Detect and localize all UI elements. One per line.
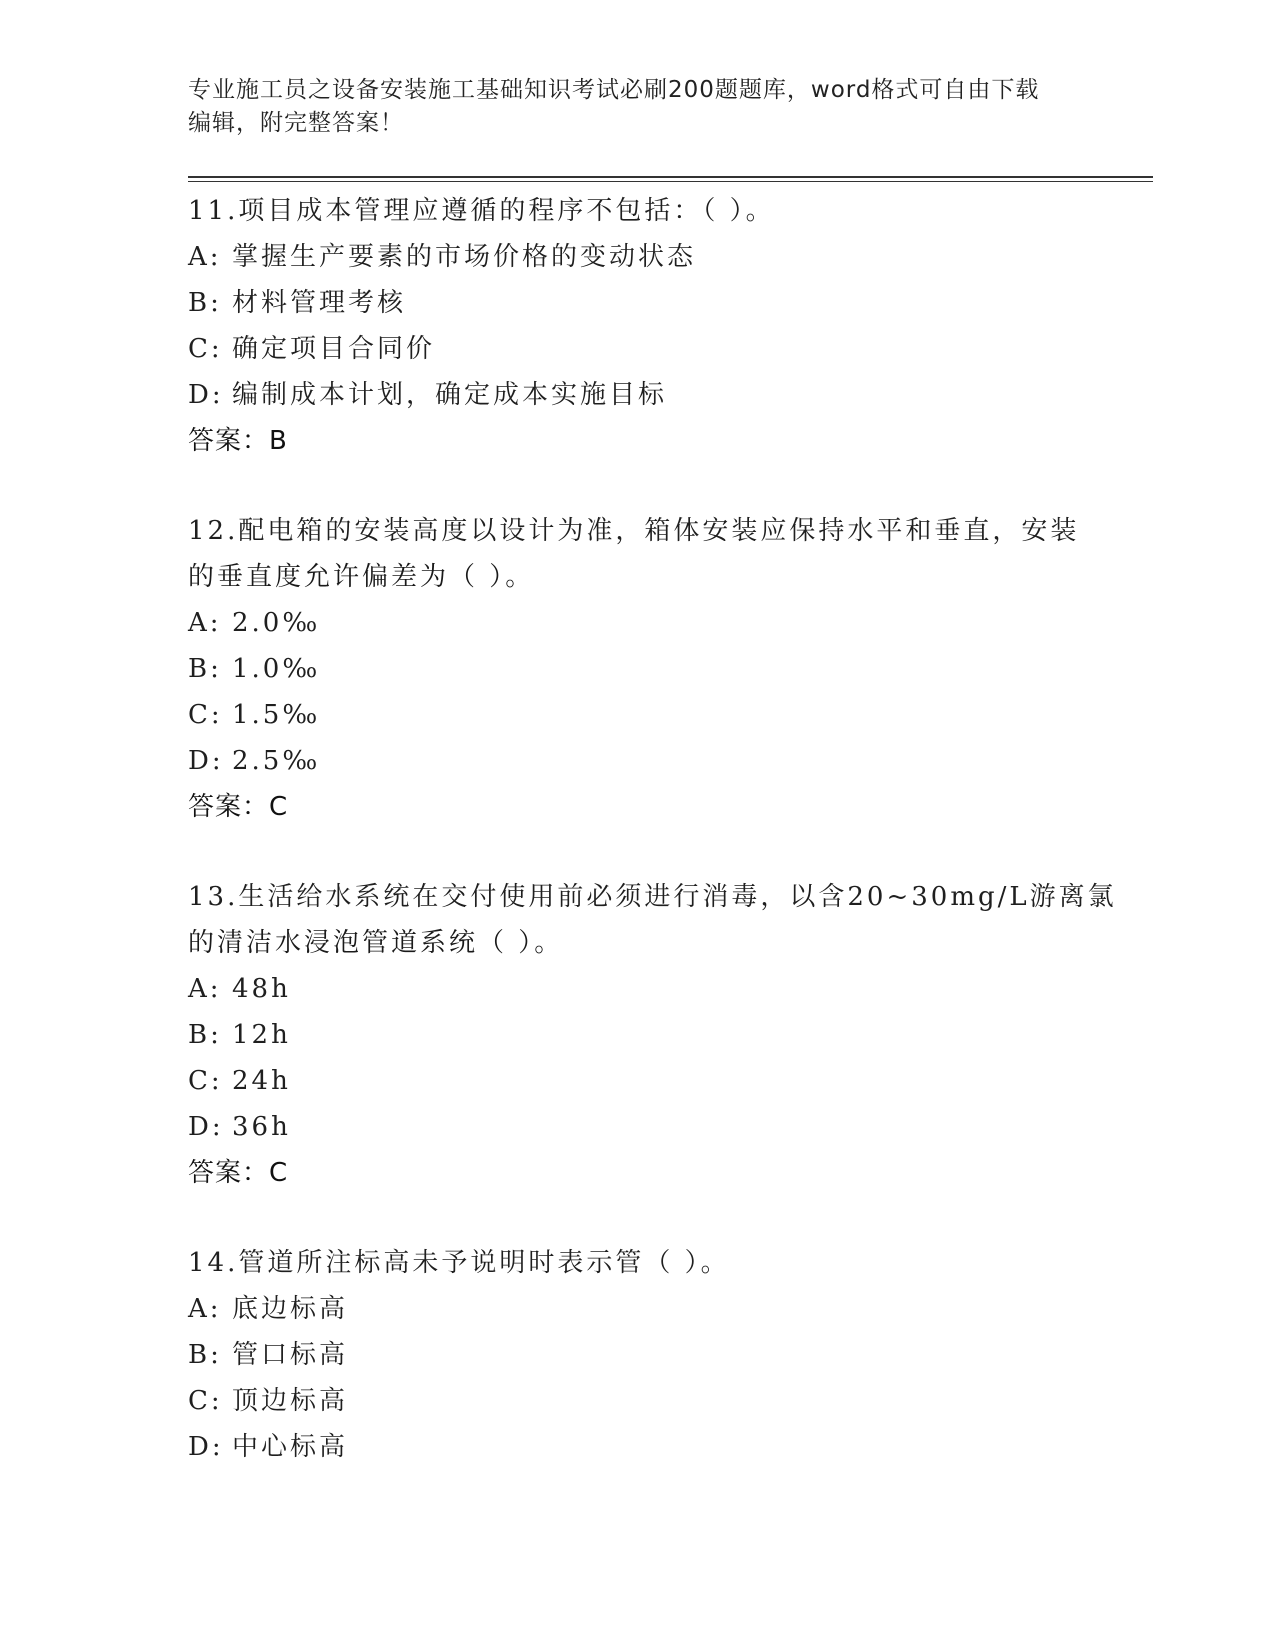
question-12 [188, 508, 1088, 830]
question-stem [188, 874, 1117, 920]
header-line-1: 专业施工员之设备安装施工基础知识考试必刷200题题库，word格式可自由下载 [188, 77, 1040, 103]
option-key: D: [188, 380, 224, 410]
option-key: D: [188, 1432, 224, 1462]
answer-line: 答案：B [188, 426, 288, 456]
option-c [188, 1378, 1088, 1424]
question-list [188, 188, 1117, 1514]
document-header [188, 74, 1088, 140]
header-divider-thick [188, 176, 1153, 178]
option-key: C: [188, 1386, 223, 1416]
question-stem [188, 188, 1088, 234]
option-c [188, 1058, 1088, 1104]
option-c [188, 692, 1088, 738]
option-b [188, 646, 1088, 692]
option-key: B: [188, 1340, 222, 1370]
option-key: B: [188, 1020, 222, 1050]
question-stem [188, 1240, 1088, 1286]
question-text: 生活给水系统在交付使用前必须进行消毒，以含20~30mg/L游离氯 [238, 882, 1117, 912]
option-key: C: [188, 1066, 223, 1096]
option-b [188, 280, 1088, 326]
header-divider-thin [188, 181, 1153, 182]
question-stem [188, 508, 1088, 554]
option-text: 确定项目合同价 [232, 334, 436, 364]
option-text: 36h [232, 1112, 291, 1142]
option-text: 管口标高 [232, 1340, 349, 1370]
question-number: 11. [188, 196, 239, 226]
answer-line: 答案：C [188, 1158, 289, 1188]
answer-line: 答案：C [188, 792, 289, 822]
question-text-continued: 的清洁水浸泡管道系统（ ）。 [188, 928, 564, 958]
question-text: 配电箱的安装高度以设计为准，箱体安装应保持水平和垂直，安装 [238, 516, 1080, 546]
option-text: 编制成本计划，确定成本实施目标 [232, 380, 668, 410]
option-key: C: [188, 334, 223, 364]
option-d [188, 1424, 1088, 1470]
option-b [188, 1332, 1088, 1378]
option-key: B: [188, 654, 222, 684]
option-key: A: [188, 1294, 222, 1324]
option-a [188, 234, 1088, 280]
option-text: 2.5‰ [232, 746, 321, 776]
question-number: 14. [188, 1248, 239, 1278]
option-c [188, 326, 1088, 372]
option-text: 掌握生产要素的市场价格的变动状态 [232, 242, 697, 272]
option-text: 材料管理考核 [232, 288, 407, 318]
option-a [188, 1286, 1088, 1332]
header-line-2: 编辑，附完整答案！ [188, 110, 404, 136]
option-key: D: [188, 1112, 224, 1142]
option-text: 12h [232, 1020, 291, 1050]
option-text: 1.0‰ [232, 654, 321, 684]
question-text: 管道所注标高未予说明时表示管（ ）。 [238, 1248, 730, 1278]
question-11 [188, 188, 1088, 464]
question-number: 12. [188, 516, 239, 546]
question-number: 13. [188, 882, 239, 912]
option-text: 顶边标高 [232, 1386, 349, 1416]
option-text: 24h [232, 1066, 291, 1096]
option-key: B: [188, 288, 222, 318]
option-text: 底边标高 [232, 1294, 349, 1324]
option-key: A: [188, 608, 222, 638]
question-text-continued: 的垂直度允许偏差为（ ）。 [188, 562, 535, 592]
option-key: C: [188, 700, 223, 730]
option-key: D: [188, 746, 224, 776]
option-text: 1.5‰ [232, 700, 321, 730]
option-a [188, 966, 1088, 1012]
option-d [188, 1104, 1088, 1150]
option-key: A: [188, 974, 222, 1004]
question-text: 项目成本管理应遵循的程序不包括：（ ）。 [238, 196, 775, 226]
option-key: A: [188, 242, 222, 272]
question-14 [188, 1240, 1088, 1470]
option-d [188, 372, 1088, 418]
option-d [188, 738, 1088, 784]
option-text: 2.0‰ [232, 608, 321, 638]
option-b [188, 1012, 1088, 1058]
question-13 [188, 874, 1117, 1196]
option-a [188, 600, 1088, 646]
option-text: 48h [232, 974, 291, 1004]
option-text: 中心标高 [232, 1432, 349, 1462]
